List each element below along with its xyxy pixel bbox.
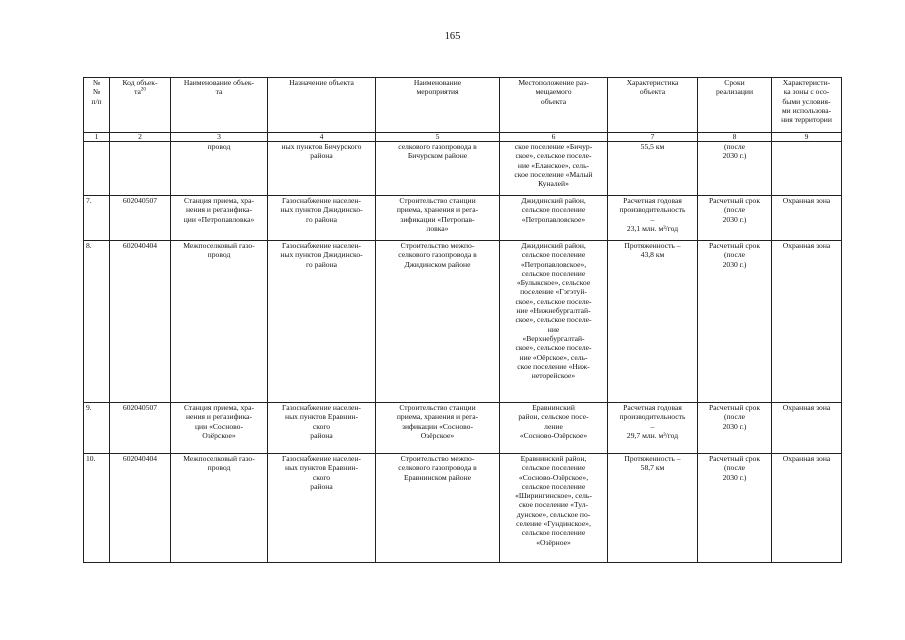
cell-event: Строительство станции приема, хранения и рега- зификации «Сосново- Озёрское» [376,403,500,454]
cell-code: 602040404 [110,241,171,403]
column-number: 8 [698,133,772,142]
cell-name: Межпоселковый газо- провод [171,454,268,563]
page-number: 165 [444,31,461,42]
cell-terms: Расчетный срок (после 2030 г.) [698,454,772,563]
header-code-text: Код объек- та [122,78,158,97]
cell-event: селкового газопровода в Бичурском районе [376,142,500,196]
cell-code: 602040404 [110,454,171,563]
cell-code: 602040507 [110,196,171,241]
table-row [84,454,842,563]
cell-characteristic: Протяженность – 58,7 км [608,454,698,563]
column-number: 5 [376,133,500,142]
column-number: 4 [268,133,376,142]
cell-name: Станция приема, хра- нения и регазифика- ции «Сосново- Озёрское» [171,403,268,454]
cell-event: Строительство межпо- селкового газопровода в Джидинском районе [376,241,500,403]
cell-terms: Расчетный срок (после 2030 г.) [698,403,772,454]
column-number: 7 [608,133,698,142]
cell-purpose: Газоснабжение населен- ных пунктов Джидинско- го района [268,196,376,241]
cell-purpose: Газоснабжение населен- ных пунктов Еравнин- ского района [268,403,376,454]
header-characteristic: Характеристика объекта [608,78,698,133]
cell-name: Межпоселковый газо- провод [171,241,268,403]
cell-no: 7. [84,196,110,241]
cell-purpose: Газоснабжение населен- ных пунктов Еравнин- ского района [268,454,376,563]
cell-zones: Охранная зона [772,196,842,241]
footnote-mark: 20 [140,87,146,93]
cell-location: Джидинский район, сельское поселение «Петропавловское», сельское поселение «Булыкское», сельское поселение «Гэгэтуй- ское», сельское поселе- ние «Нижнебургалтай- ское», сельское поселе- ние «Верхнебургалтай- ское», сельское поселе- ние «Оёрское», сель- ское поселение «Ниж- неторейское» [500,241,608,403]
cell-purpose: Газоснабжение населен- ных пунктов Джидинско- го района [268,241,376,403]
cell-name: провод [171,142,268,196]
cell-location: Еравнинский район, сельское поселение «Сосново-Озёрское», сельское поселение «Ширингинское», сель- ское поселение «Тул- дунское», сельское по- селение «Гундинское», сельское поселение «Озёрное» [500,454,608,563]
cell-characteristic: Протяженность – 43,8 км [608,241,698,403]
column-number: 3 [171,133,268,142]
cell-location: ское поселение «Бичур- ское», сельское поселе- ние «Еланское», сель- ское поселение «Малый Куналей» [500,142,608,196]
cell-terms: Расчетный срок (после 2030 г.) [698,196,772,241]
cell-purpose: ных пунктов Бичурского района [268,142,376,196]
cell-characteristic: Расчетная годовая производительность – 23,1 млн. м³/год [608,196,698,241]
column-number: 9 [772,133,842,142]
header-no: № № п/п [84,78,110,133]
header-name: Наименование объек- та [171,78,268,133]
header-purpose: Назначение объекта [268,78,376,133]
cell-zones: Охранная зона [772,403,842,454]
cell-no [84,142,110,196]
cell-location: Еравнинский район, сельское посе- ление «Сосново-Озёрское» [500,403,608,454]
header-event: Наименование мероприятия [376,78,500,133]
table-row [84,196,842,241]
column-number: 1 [84,133,110,142]
cell-characteristic: 55,5 км [608,142,698,196]
header-code [110,78,171,133]
table-header-row [84,78,842,133]
cell-terms: Расчетный срок (после 2030 г.) [698,241,772,403]
cell-location: Джидинский район, сельское поселение «Петропавловское» [500,196,608,241]
objects-table [83,77,842,563]
column-number: 6 [500,133,608,142]
cell-event: Строительство станции приема, хранения и рега- зификации «Петропав- ловка» [376,196,500,241]
cell-zones [772,142,842,196]
column-number: 2 [110,133,171,142]
cell-code [110,142,171,196]
table-row [84,403,842,454]
header-terms: Сроки реализации [698,78,772,133]
cell-characteristic: Расчетная годовая производительность – 29,7 млн. м³/год [608,403,698,454]
cell-no: 9. [84,403,110,454]
cell-zones: Охранная зона [772,241,842,403]
table-row [84,241,842,403]
cell-terms: (после 2030 г.) [698,142,772,196]
column-numbers-row [84,133,842,142]
cell-code: 602040507 [110,403,171,454]
cell-zones: Охранная зона [772,454,842,563]
cell-name: Станция приема, хра- нения и регазифика- ции «Петропавловка» [171,196,268,241]
header-zones: Характеристи- ка зоны с осо- быми условия- ми использова- ния территории [772,78,842,133]
cell-no: 10. [84,454,110,563]
cell-no: 8. [84,241,110,403]
table-row [84,142,842,196]
header-location: Местоположение раз- мещаемого объекта [500,78,608,133]
cell-event: Строительство межпо- селкового газопровода в Еравнинском районе [376,454,500,563]
